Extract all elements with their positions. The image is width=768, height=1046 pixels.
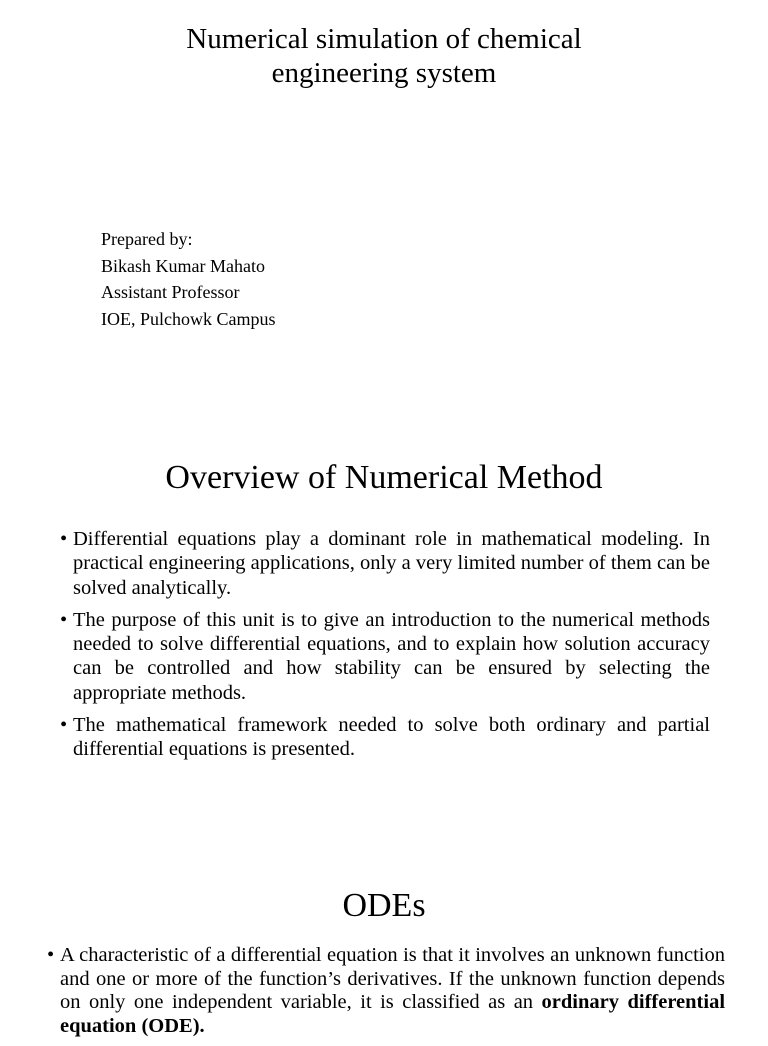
overview-bullet-list xyxy=(60,527,710,770)
bullet-text: The purpose of this unit is to give an introduction to the numerical methods needed to solve differential equations, and to explain how solution accuracy can be controlled and how stability can be ensured by selecting the appropriate methods. xyxy=(73,608,710,704)
document-title xyxy=(0,22,768,90)
prepared-by-label: Prepared by: xyxy=(101,229,193,249)
title-line-2: engineering system xyxy=(271,57,497,89)
bullet-text: A characteristic of a differential equation is that it involves an unknown function and one or more of the function’s derivatives. If the unknown function depends on only one independent variable, it is classified as an xyxy=(60,944,725,1013)
bullet-icon: • xyxy=(60,528,68,550)
title-slide xyxy=(0,0,768,420)
bullet-text: Differential equations play a dominant role in mathematical modeling. In practical engineering applications, only a very limited number of them can be solved analytically. xyxy=(73,528,710,599)
ode-term: ordinary differential equation (ODE). xyxy=(60,991,726,1037)
author-affiliation: IOE, Pulchowk Campus xyxy=(101,308,276,329)
overview-slide xyxy=(0,420,768,860)
title-line-1: Numerical simulation of chemical xyxy=(186,23,582,55)
list-item xyxy=(60,713,710,762)
bullet-text: The mathematical framework needed to solve both ordinary and partial differential equations is presented. xyxy=(73,714,710,761)
odes-slide xyxy=(0,860,768,1037)
bullet-icon: • xyxy=(60,714,68,737)
bullet-icon: • xyxy=(47,944,55,966)
author-block xyxy=(101,226,276,332)
list-item xyxy=(60,608,710,705)
list-item xyxy=(47,944,725,1038)
list-item xyxy=(60,527,710,600)
odes-bullet-list xyxy=(47,944,725,1046)
overview-heading: Overview of Numerical Method xyxy=(165,459,603,496)
author-name: Bikash Kumar Mahato xyxy=(101,255,265,276)
odes-heading: ODEs xyxy=(342,887,426,924)
bullet-icon: • xyxy=(60,608,68,631)
author-position: Assistant Professor xyxy=(101,282,240,302)
